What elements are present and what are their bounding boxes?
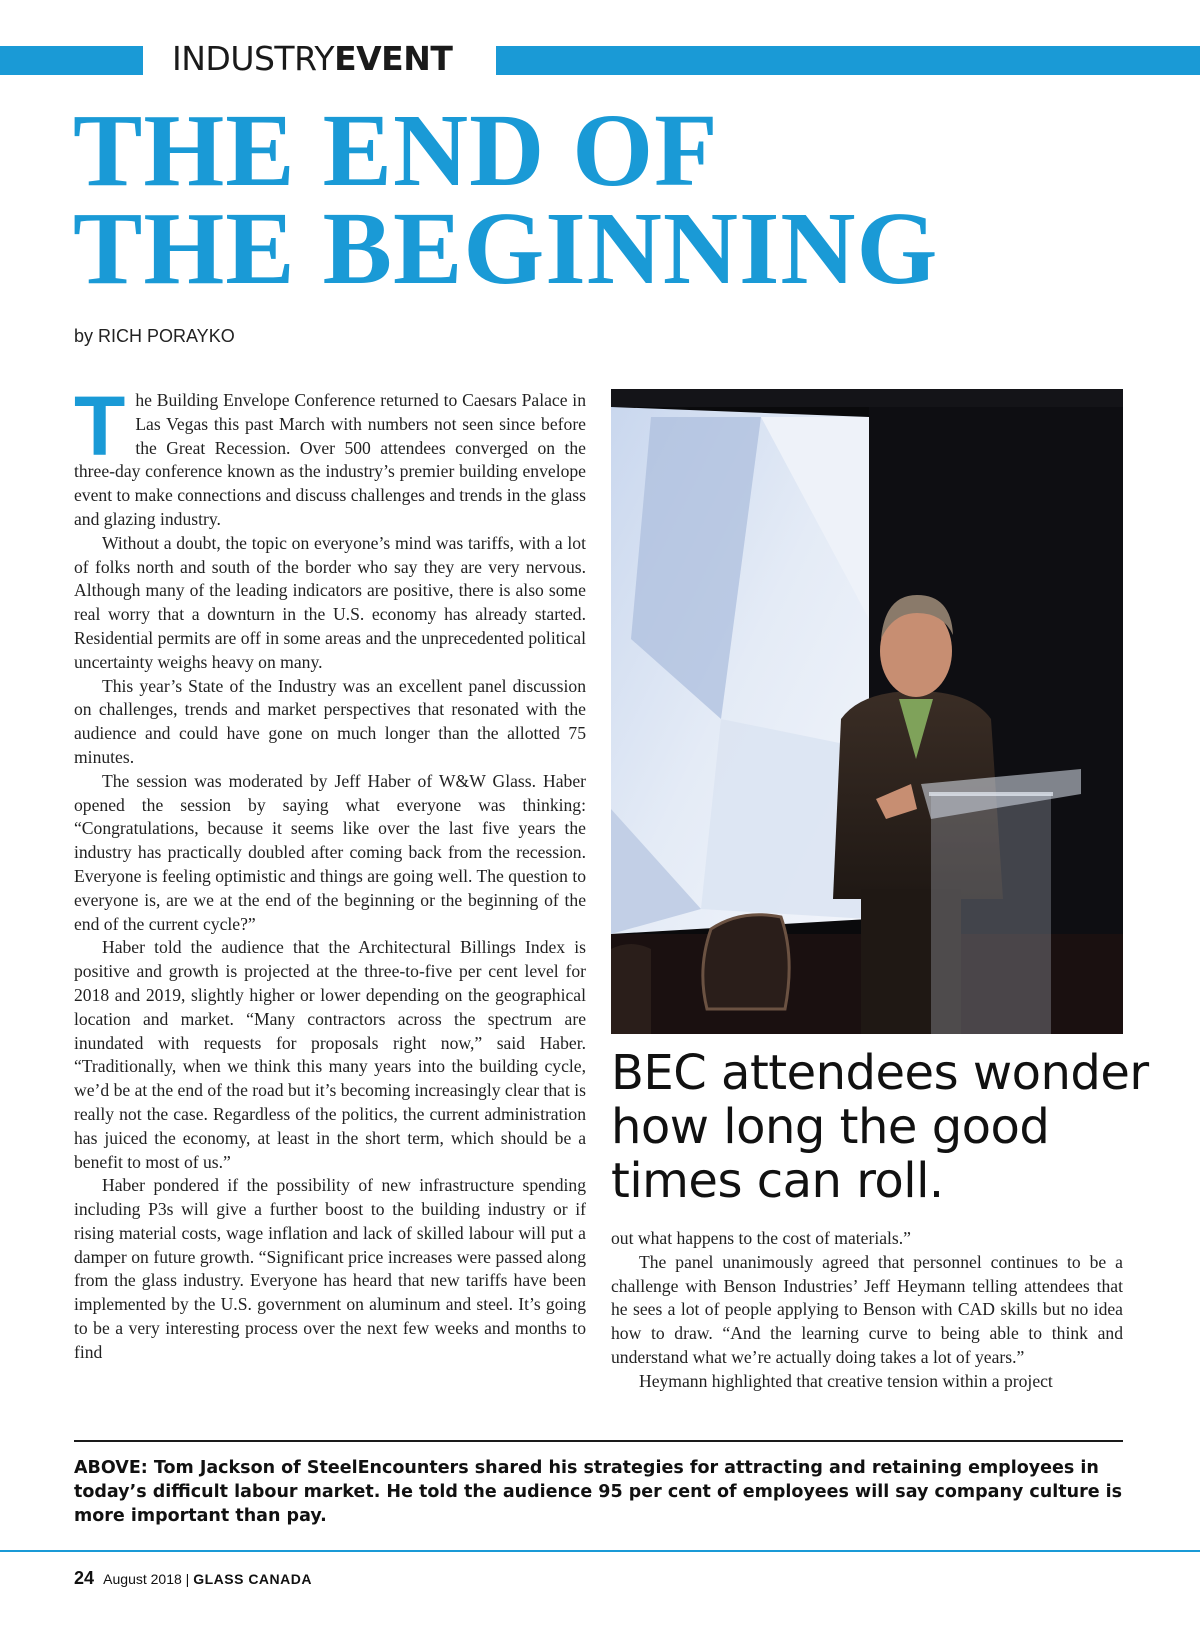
speaker-photo-illustration xyxy=(611,389,1123,1034)
publication-name: GLASS CANADA xyxy=(193,1571,312,1587)
headline-line-2: THE BEGINNING xyxy=(73,191,939,306)
paragraph-6: Haber pondered if the possibility of new infrastructure spending including P3s will give a further boost to the building industry or if rising material costs, wage inflation and lack of skilled labour will put a damper on future growth. “Significant price increases were passed along from the glass industry. Everyone has heard that new tariffs have been implemented by the U.S. government on aluminum and steel. It’s going to be a very interesting process over the next few weeks and months to find xyxy=(74,1175,586,1362)
photo-caption: ABOVE: Tom Jackson of SteelEncounters shared his strategies for attracting and retaining employees in today’s difficult labour market. He told the audience 95 per cent of employees will say company culture is more important than pay. xyxy=(74,1458,1123,1526)
footer-divider xyxy=(0,1550,1200,1552)
paragraph-4: The session was moderated by Jeff Haber of W&W Glass. Haber opened the session by saying what everyone was thinking: “Congratulations, because it seems like over the last five years the industry has practically doubled after coming back from the recession. Everyone is feeling optimistic and things are going well. The question to everyone is, are we at the end of the beginning or the beginning of the end of the current cycle?” xyxy=(74,770,586,934)
article-headline xyxy=(73,93,939,306)
byline: by RICH PORAYKO xyxy=(74,326,235,346)
paragraph-9: Heymann highlighted that creative tension within a project xyxy=(639,1370,1053,1391)
paragraph-1-text: he Building Envelope Conference returned to Caesars Palace in Las Vegas this past March with numbers not seen since before the Great Recession. Over 500 attendees converged on the three-day conference known as the industry’s premier building envelope event to make connections and discuss challenges and trends in the glass and glazing industry. xyxy=(74,390,586,529)
body-column-right xyxy=(611,1227,1123,1394)
section-label-light: INDUSTRY xyxy=(172,39,335,78)
header-bar-left xyxy=(0,46,143,75)
paragraph-3: This year’s State of the Industry was an excellent panel discussion on challenges, trends and market perspectives that resonated with the audience and could have gone on much longer than the allotted 75 minutes. xyxy=(74,675,586,767)
paragraph-5: Haber told the audience that the Architectural Billings Index is positive and growth is projected at the three-to-five per cent level for 2018 and 2019, slightly higher or lower depending on the geographical location and market. “Many contractors across the spectrum are inundated with requests for proposals right now,” said Haber. “Traditionally, when we think this many years into the building cycle, we’d be at the end of the road but it’s becoming increasingly clear that is really not the case. Regardless of the politics, the current administration has juiced the economy, at least in the short term, which should be a benefit to most of us.” xyxy=(74,937,587,1172)
drop-cap: T xyxy=(74,379,126,473)
issue-date: August 2018 | xyxy=(103,1571,190,1587)
section-label xyxy=(172,40,452,78)
pull-quote: BEC attendees wonder how long the good times can roll. xyxy=(611,1045,1149,1209)
paragraph-7: out what happens to the cost of materials.” xyxy=(611,1228,911,1248)
paragraph-2: Without a doubt, the topic on everyone’s mind was tariffs, with a lot of folks north and south of the border who say they are very nervous. Although many of the leading indicators are positive, there is also some real worry that a downturn in the U.S. economy has already started. Residential permits are off in some areas and the unprecedented political uncertainty weighs heavy on many. xyxy=(74,532,586,672)
page-number: 24 xyxy=(74,1568,95,1588)
speaker-photo xyxy=(611,389,1123,1034)
caption-divider xyxy=(74,1440,1123,1442)
paragraph-8: The panel unanimously agreed that personnel continues to be a challenge with Benson Industries’ Jeff Heymann telling attendees that he sees a lot of people applying to Benson with CAD skills but no idea how to draw. “And the learning curve to being able to think and understand what we’re actually doing takes a lot of years.” xyxy=(611,1251,1123,1367)
page-footer xyxy=(74,1568,312,1589)
section-label-bold: EVENT xyxy=(334,39,453,78)
paragraph-1 xyxy=(74,379,586,532)
header-bar-right xyxy=(496,46,1200,75)
body-column-left xyxy=(74,379,587,1365)
headline-line-1: THE END OF xyxy=(73,93,719,208)
